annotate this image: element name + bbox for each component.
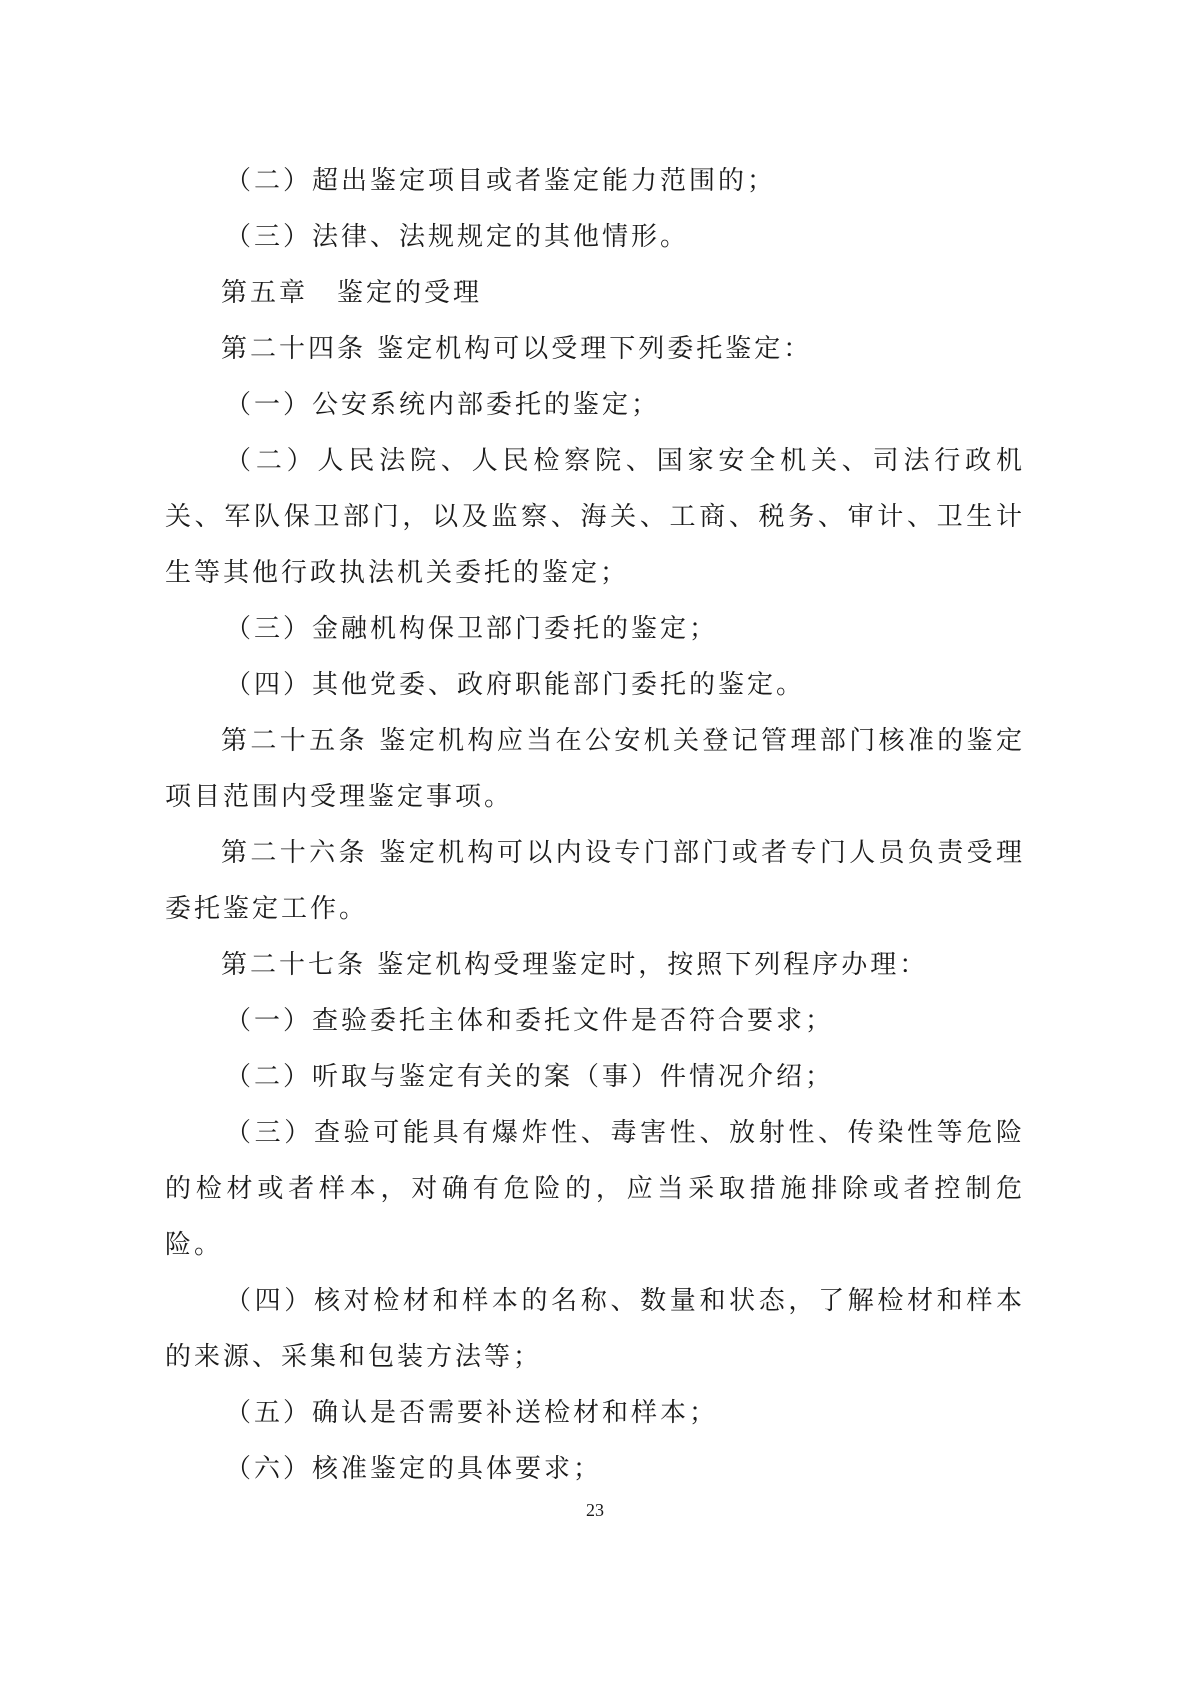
paragraph-item: （三）金融机构保卫部门委托的鉴定； bbox=[225, 614, 719, 644]
article-paragraph: 第二十六条 鉴定机构可以内设专门部门或者专门人员负责受理委托鉴定工作。 bbox=[165, 838, 1025, 924]
body-text bbox=[165, 153, 1025, 1497]
article-paragraph: 第二十四条 鉴定机构可以受理下列委托鉴定： bbox=[221, 334, 813, 364]
paragraph-item: （一）查验委托主体和委托文件是否符合要求； bbox=[225, 1006, 835, 1036]
paragraph-item: （六）核准鉴定的具体要求； bbox=[225, 1454, 603, 1484]
paragraph-item: （一）公安系统内部委托的鉴定； bbox=[225, 390, 661, 420]
paragraph-item: （三）法律、法规规定的其他情形。 bbox=[225, 222, 690, 252]
article-paragraph: 第二十五条 鉴定机构应当在公安机关登记管理部门核准的鉴定项目范围内受理鉴定事项。 bbox=[165, 726, 1025, 812]
paragraph-item: （四）核对检材和样本的名称、数量和状态，了解检材和样本的来源、采集和包装方法等； bbox=[165, 1286, 1025, 1372]
chapter-heading: 第五章 鉴定的受理 bbox=[221, 278, 483, 308]
paragraph-item: （四）其他党委、政府职能部门委托的鉴定。 bbox=[225, 670, 806, 700]
paragraph-item: （二）人民法院、人民检察院、国家安全机关、司法行政机关、军队保卫部门，以及监察、海关、工商、税务、审计、卫生计生等其他行政执法机关委托的鉴定； bbox=[165, 446, 1025, 588]
paragraph-item: （五）确认是否需要补送检材和样本； bbox=[225, 1398, 719, 1428]
article-paragraph: 第二十七条 鉴定机构受理鉴定时，按照下列程序办理： bbox=[221, 950, 929, 980]
paragraph-item: （三）查验可能具有爆炸性、毒害性、放射性、传染性等危险的检材或者样本，对确有危险的，应当采取措施排除或者控制危险。 bbox=[165, 1118, 1025, 1260]
paragraph-item: （二）听取与鉴定有关的案（事）件情况介绍； bbox=[225, 1062, 835, 1092]
paragraph-item: （二）超出鉴定项目或者鉴定能力范围的； bbox=[225, 166, 777, 196]
page-number: 23 bbox=[586, 1500, 604, 1520]
